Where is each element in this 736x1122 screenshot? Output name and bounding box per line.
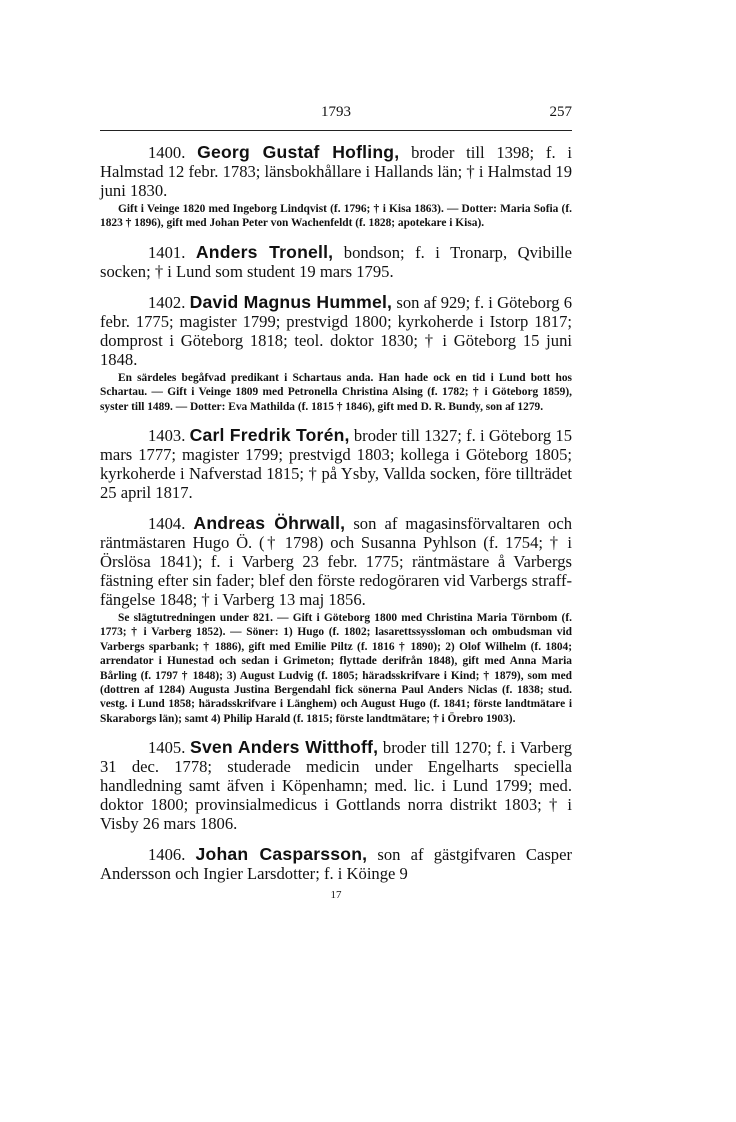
entry-body	[100, 514, 572, 609]
entry-number: 1402.	[148, 292, 186, 312]
entry-name: Carl Fredrik Torén,	[189, 425, 350, 446]
page-number: 257	[549, 104, 572, 120]
signature-mark: 17	[330, 889, 342, 902]
header-rule	[100, 130, 572, 131]
entry-body	[100, 738, 572, 833]
entry-text: broder till 1327; f. i Göteborg 15 mars 1777; magister 1799; prestvigd 1803; kollega i Göteborg 1805; kyrkoherde i Nafverstad 1815; † på Ysby, Vallda socken, före tillträdet 25 april 1817.	[100, 426, 573, 503]
running-head-year: 1793	[321, 104, 351, 120]
book-page	[100, 104, 572, 901]
entry-text: son af magasinsförvaltaren och räntmästaren Hugo Ö. († 1798) och Susanna Pyhlson (f. 1754; † i Örslösa 1841); f. i Varberg 23 febr. 1775; räntmästare å Varbergs fästning efter sin fader; blef den förste redogöraren vid Varbergs straff-fängelse 1848; † i Varberg 13 maj 1856.	[100, 514, 572, 610]
entry-text: broder till 1270; f. i Varberg 31 dec. 1778; studerade medicin under Engelharts speciella handledning samt äfven i Köpenhamn; med. lic. i Lund 1799; med. doktor 1800; provinsialmedicus i Gottlands norra distrikt 1803; † i Visby 26 mars 1806.	[100, 738, 572, 834]
entry-text: son af gästgifvaren Casper Andersson och Ingier Larsdotter; f. i Köinge 9	[100, 845, 572, 884]
entry-name: Georg Gustaf Hofling,	[197, 142, 400, 162]
entry-body	[100, 845, 572, 883]
entry-1401	[100, 243, 572, 281]
running-head	[100, 104, 572, 126]
entry-1402	[100, 293, 572, 414]
entry-number: 1405.	[148, 738, 186, 758]
entry-number: 1400.	[148, 143, 186, 162]
entry-number: 1403.	[148, 426, 186, 446]
entry-1403	[100, 426, 572, 502]
entry-text: bondson; f. i Tronarp, Qvibille socken; † i Lund som student 19 mars 1795.	[100, 242, 572, 281]
entry-text: son af 929; f. i Göteborg 6 febr. 1775; magister 1799; prestvigd 1800; kyrkoherde i Istorp 1817; domprost i Göteborg 1818; teol. doktor 1830; † i Göteborg 15 juni 1848.	[100, 292, 572, 369]
entry-body	[100, 426, 572, 502]
entry-number: 1406.	[148, 845, 186, 865]
entry-body	[100, 293, 572, 369]
entry-name: Sven Anders Witthoff,	[190, 737, 379, 758]
entry-1404	[100, 514, 572, 726]
entry-number: 1401.	[148, 242, 186, 262]
entry-note: Se slägtutredningen under 821. — Gift i Göteborg 1800 med Christina Maria Törnbom (f. 1773; † i Varberg 1852). — Söner: 1) Hugo (f. 1802; lasarettssyssloman och ombudsman vid Varbergs sparbank; † 1886), gift med Emilie Piltz (f. 1816 † 1890); 2) Olof Wilhelm (f. 1804; arrendator i Hunestad och sedan i Grimeton; flyttade derifrån 1848), gift med Anna Maria Bårling (f. 1797 † 1848); 3) August Ludvig (f. 1805; häradsskrifvare i Kind; † 1879), som med (dottren af 1284) Augusta Justina Bergendahl fick sönerna Paul Anders Niclas (f. 1838; stud. vestg. i Lund 1858; häradsskrifvare i Länghem) och August Hugo (f. 1841; förste landtmätare i Skaraborgs län); samt 4) Philip Harald (f. 1815; förste landtmätare; † i Örebro 1903).	[100, 612, 572, 725]
entry-body	[100, 243, 572, 281]
entry-name: Andreas Öhrwall,	[193, 513, 346, 534]
entry-note: En särdeles begåfvad predikant i Schartaus anda. Han hade ock en tid i Lund bott hos Schartau. — Gift i Veinge 1809 med Petronella Christina Alsing (f. 1782; † i Göteborg 1859), syster till 1489. — Dotter: Eva Mathilda (f. 1815 † 1846), gift med D. R. Bundy, son af 1279.	[100, 371, 572, 413]
entry-note: Gift i Veinge 1820 med Ingeborg Lindqvist (f. 1796; † i Kisa 1863). — Dotter: Maria Sofia (f. 1823 † 1896), gift med Johan Peter von Wachenfeldt (f. 1828; apotekare i Kisa).	[100, 203, 572, 230]
entry-name: Johan Casparsson,	[195, 844, 368, 865]
entry-1405	[100, 738, 572, 833]
entry-name: Anders Tronell,	[195, 241, 334, 262]
entry-number: 1404.	[148, 514, 186, 534]
entry-1400	[100, 143, 572, 231]
entry-1406	[100, 845, 572, 883]
entry-body	[100, 143, 572, 200]
entry-text: broder till 1398; f. i Halmstad 12 febr. 1783; länsbokhållare i Hallands län; † i Halmstad 19 juni 1830.	[100, 143, 572, 200]
entry-name: David Magnus Hummel,	[189, 291, 393, 312]
